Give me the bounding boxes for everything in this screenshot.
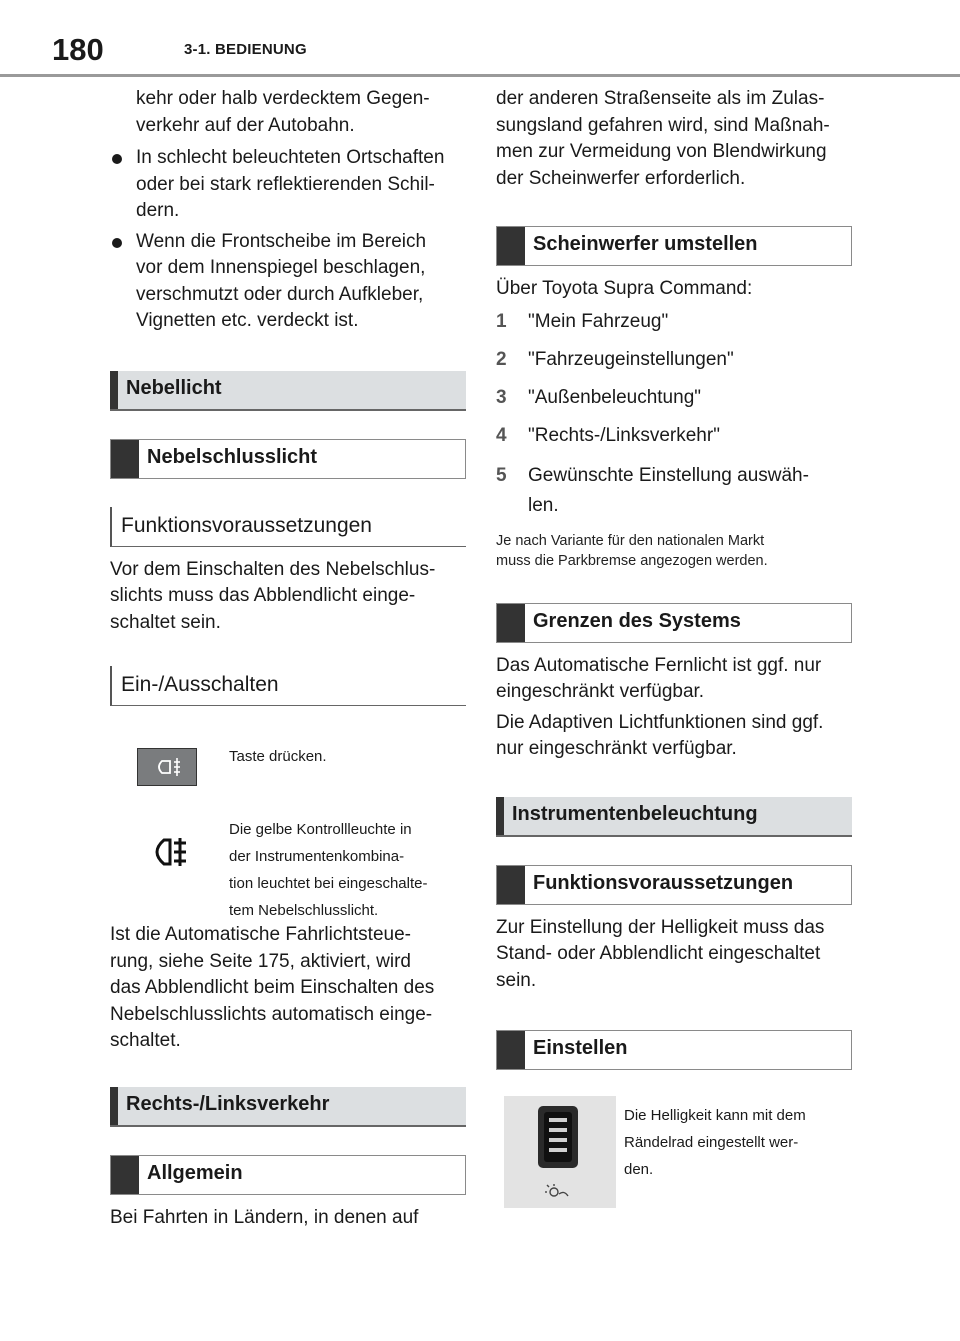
paragraph-laender: Bei Fahrten in Ländern, in denen auf [110, 1206, 419, 1228]
dimmer-wheel-icon [504, 1096, 616, 1208]
topic-heading-ein-ausschalten: Ein-/Ausschalten [110, 666, 466, 706]
section-heading-rechts-linksverkehr: Rechts-/Linksverkehr [110, 1087, 466, 1127]
kontroll-description: Die gelbe Kontrollleuchte in der Instrumentenkombina- tion leuchtet bei eingeschalte- tem Nebelschlusslicht. [229, 821, 428, 919]
topic-heading-funktionsvoraussetzungen: Funktionsvoraussetzungen [110, 507, 466, 547]
taste-instruction: Taste drücken. [229, 748, 327, 765]
page-header [0, 0, 960, 78]
section-heading-nebellicht: Nebellicht [110, 371, 466, 411]
bullet-item: Wenn die Frontscheibe im Bereich vor dem Innenspiegel beschlagen, verschmutzt oder durch Aufkleber, Vignetten etc. verdeckt ist. [110, 229, 466, 335]
steps-list [496, 309, 852, 521]
note-parkbremse: Je nach Variante für den nationalen Markt muss die Parkbremse angezogen werden. [496, 532, 768, 569]
step-item: 1 "Mein Fahrzeug" [496, 310, 669, 332]
step-item: 4 "Rechts-/Linksverkehr" [496, 424, 720, 446]
left-column [110, 86, 466, 1231]
fog-light-button-icon [137, 748, 197, 786]
paragraph-grenzen-2: Die Adaptiven Lichtfunktionen sind ggf. nur eingeschränkt verfügbar. [496, 711, 824, 759]
chapter-title: 3-1. BEDIENUNG [184, 41, 307, 58]
subsection-heading-scheinwerfer: Scheinwerfer umstellen [496, 226, 852, 266]
bullet-dot [112, 154, 122, 164]
intro-continuation: kehr oder halb verdecktem Gegen- verkehr auf der Autobahn. [136, 88, 430, 136]
subsection-heading-funktionsvoraussetzungen: Funktionsvoraussetzungen [496, 865, 852, 905]
einstellen-description: Die Helligkeit kann mit dem Rändelrad eingestellt wer- den. [624, 1107, 806, 1178]
step-item: 5 Gewünschte Einstellung auswäh- len. [496, 464, 809, 516]
subsection-heading-allgemein: Allgemein [110, 1155, 466, 1195]
dimmer-figure-block [496, 1096, 852, 1246]
dimmer-photo [504, 1096, 616, 1208]
step-item: 3 "Außenbeleuchtung" [496, 386, 702, 408]
paragraph-uber: Über Toyota Supra Command: [496, 278, 753, 299]
fog-light-figure-block [110, 706, 466, 919]
subsection-heading-nebelschlusslicht: Nebelschlusslicht [110, 439, 466, 479]
paragraph-voraussetzung: Vor dem Einschalten des Nebelschlus- slichts muss das Abblendlicht einge- schaltet sein. [110, 558, 436, 633]
subsection-heading-grenzen: Grenzen des Systems [496, 603, 852, 643]
rear-fog-indicator-icon [142, 834, 192, 875]
paragraph-continuation: der anderen Straßenseite als im Zulas- sungsland gefahren wird, sind Maßnah- men zur Vermeidung von Blendwirkung der Scheinwerfer erforderlich. [496, 88, 830, 189]
subsection-heading-einstellen: Einstellen [496, 1030, 852, 1070]
step-item: 2 "Fahrzeugeinstellungen" [496, 348, 734, 370]
bullet-item: In schlecht beleuchteten Ortschaften oder bei stark reflektierenden Schil- dern. [110, 145, 466, 225]
paragraph-grenzen-1: Das Automatische Fernlicht ist ggf. nur eingeschränkt verfügbar. [496, 654, 822, 702]
section-heading-instrumentenbeleuchtung: Instrumentenbeleuchtung [496, 797, 852, 837]
right-column [496, 86, 852, 1246]
paragraph-helligkeit: Zur Einstellung der Helligkeit muss das Stand- oder Abblendlicht eingeschaltet sein. [496, 916, 825, 991]
header-divider [0, 74, 960, 77]
page-number: 180 [52, 32, 104, 67]
bullet-dot [112, 238, 122, 248]
paragraph-automatik: Ist die Automatische Fahrlichtsteue- rung, siehe Seite 175, aktiviert, wird das Abblendlicht beim Einschalten des Nebelschlusslichts automatisch einge- schaltet. [110, 924, 435, 1051]
